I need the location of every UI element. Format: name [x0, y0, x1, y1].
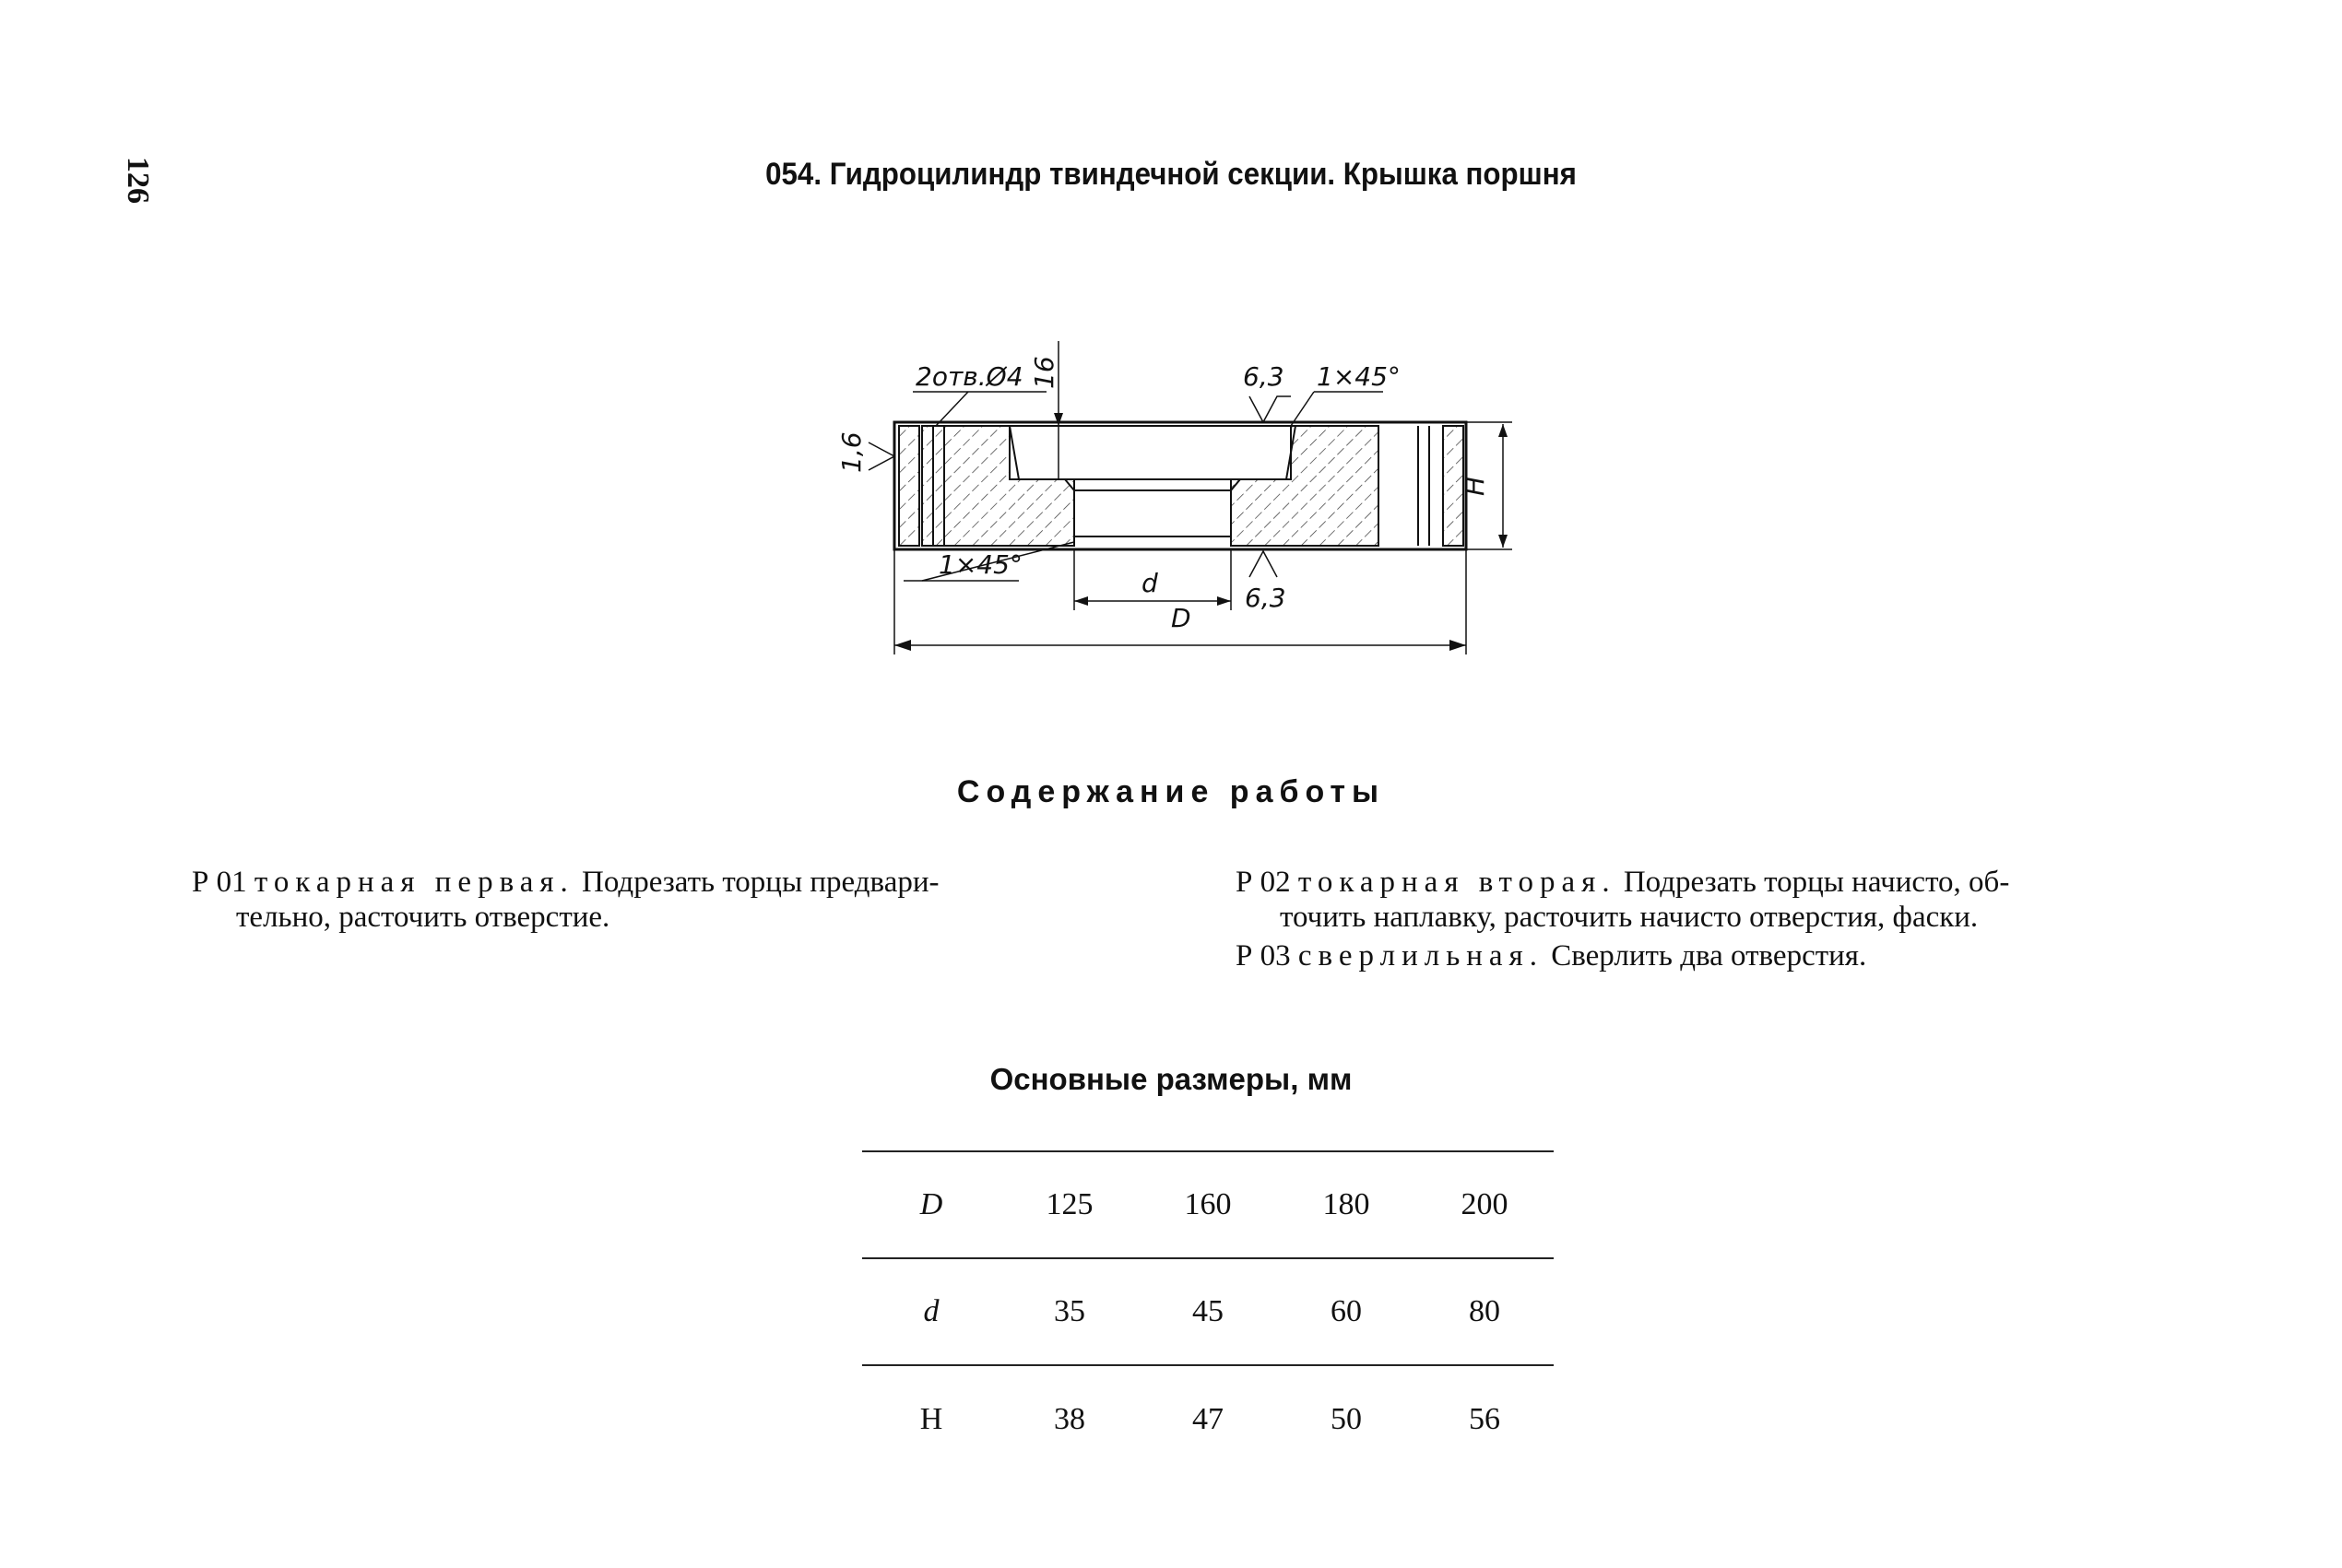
operation-text-cont: точить наплавку, расточить начисто отверстия, фаски. — [1280, 901, 1979, 934]
operation-text: Подрезать торцы начисто, об- — [1623, 866, 2010, 899]
inner-diameter-label: d — [1141, 568, 1158, 598]
operation-item — [1236, 865, 2231, 935]
operation-code: Р 03 — [1236, 939, 1291, 973]
operations-right-column — [1236, 865, 2231, 977]
section-right — [1231, 426, 1378, 546]
holes-label: 2отв.Ø4 — [916, 361, 1023, 392]
chamfer-top-label: 1×45° — [1317, 361, 1401, 392]
section-heading: Содержание работы — [956, 774, 1386, 809]
dimensions-table — [862, 1150, 1554, 1472]
operation-name: токарная вторая. — [1297, 866, 1616, 899]
page-title: 054. Гидроцилиндр твиндечной секции. Крышка поршня — [765, 157, 1577, 192]
value-cell: 125 — [1046, 1187, 1094, 1221]
operation-text: Подрезать торцы предвари- — [582, 866, 940, 899]
roughness-top-label: 6,3 — [1243, 361, 1284, 392]
roughness-bottom-label: 6,3 — [1245, 583, 1286, 613]
value-cell: 200 — [1461, 1187, 1508, 1221]
table-row — [862, 1258, 1554, 1365]
param-cell: D — [919, 1187, 943, 1221]
value-cell: 38 — [1054, 1401, 1085, 1436]
operation-text-cont: тельно, расточить отверстие. — [236, 901, 610, 934]
outer-diameter-label: D — [1171, 603, 1191, 633]
value-cell: 47 — [1192, 1401, 1224, 1436]
operation-item — [1236, 938, 2231, 973]
value-cell: 80 — [1469, 1294, 1500, 1328]
value-cell: 160 — [1184, 1187, 1232, 1221]
technical-drawing — [830, 341, 1531, 664]
value-cell: 45 — [1192, 1294, 1224, 1328]
page-number: 126 — [121, 157, 155, 204]
value-cell: 180 — [1322, 1187, 1370, 1221]
table-row — [862, 1151, 1554, 1258]
operation-code: Р 02 — [1236, 866, 1291, 899]
operation-item — [192, 865, 1178, 935]
value-cell: 60 — [1331, 1294, 1362, 1328]
roughness-left-label: 1,6 — [836, 431, 867, 473]
value-cell: 50 — [1331, 1401, 1362, 1436]
table-title: Основные размеры, мм — [989, 1062, 1353, 1096]
operation-name: токарная первая. — [254, 866, 574, 899]
table-row — [862, 1365, 1554, 1472]
height-label: H — [1460, 476, 1490, 496]
param-cell: H — [919, 1401, 943, 1436]
chamfer-bottom-label: 1×45° — [939, 549, 1023, 580]
param-cell: d — [923, 1294, 940, 1328]
value-cell: 35 — [1054, 1294, 1085, 1328]
operation-text: Сверлить два отверстия. — [1551, 939, 1867, 973]
operation-code: Р 01 — [192, 866, 247, 899]
operation-name: сверлильная. — [1297, 939, 1544, 973]
operations-left-column — [192, 865, 1178, 938]
value-cell: 56 — [1469, 1401, 1500, 1436]
dim-16-label: 16 — [1029, 356, 1059, 389]
